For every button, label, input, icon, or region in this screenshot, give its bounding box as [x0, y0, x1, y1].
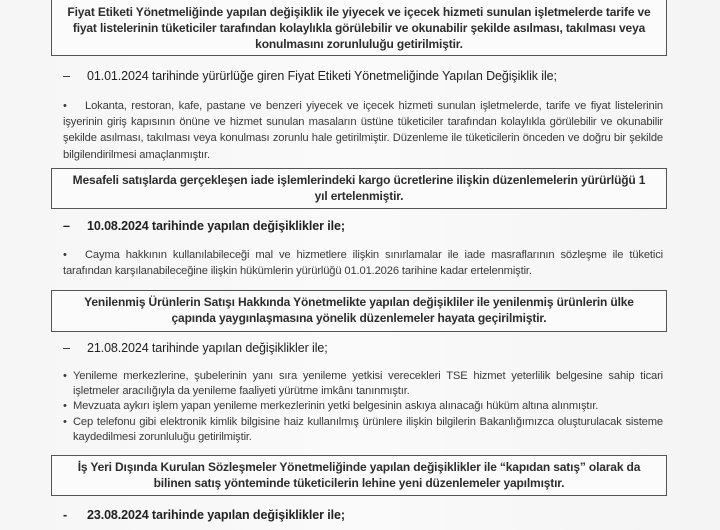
change-heading: [63, 68, 557, 84]
change-heading: [63, 218, 345, 234]
change-heading-text: 23.08.2024 tarihinde yapılan değişiklikler ile;: [87, 508, 345, 522]
summary-box-text: İş Yeri Dışında Kurulan Sözleşmeler Yönetmeliğinde yapılan değişiklikler ile “kapıdan satış” olarak da bilinen satış yönteminde tüketicilerin lehine yeni düzenlemeler yapılmıştır.: [77, 460, 641, 490]
bullet-marker: •: [63, 249, 67, 261]
change-heading: [63, 507, 345, 523]
summary-box-text: Yenilenmiş Ürünlerin Satışı Hakkında Yönetmelikte yapılan değişikliler ile yenilenmiş ürünlerin ülke çapında yaygınlaşmasına yönelik düzenlemeler hayata geçirilmiştir.: [84, 295, 634, 325]
list-item: [63, 369, 663, 399]
bullet-list: [63, 369, 663, 445]
summary-box-doorstep-sales: [51, 455, 667, 496]
summary-box-distance-sales: [51, 168, 667, 209]
list-item: [63, 415, 663, 445]
bullet-text: Lokanta, restoran, kafe, pastane ve benzeri yiyecek ve içecek hizmeti sunulan işletmelerde, tarife ve fiyat listelerinin işyerinin giriş kapısının önüne ve hizmet sunulan masaların üstüne tüketiciler tarafından kolaylıkla görülebilir ve okunabilir şekilde asılması, takılması veya konulması zorunlu hale getirilmiştir. Düzenleme ile tüketicilerin önceden ve doğru bir şekilde bilgilendirilmesi amaçlanmıştır.: [63, 100, 663, 161]
change-heading-text: 21.08.2024 tarihinde yapılan değişiklikler ile;: [87, 341, 328, 355]
bullet-text: Cep telefonu gibi elektronik kimlik bilgisine haiz kullanılmış ürünlere ilişkin bilgilerin Bakanlığımızca oluşturulacak sisteme kaydedilmesi zorunluluğu getirilmiştir.: [73, 415, 663, 443]
change-heading-text: 10.08.2024 tarihinde yapılan değişiklikler ile;: [87, 219, 345, 233]
bullet-marker: •: [63, 100, 67, 112]
bullet-paragraph: [63, 98, 663, 163]
bullet-text: Yenileme merkezlerine, şubelerinin yanı sıra yenileme yetkisi verecekleri TSE hizmet yeterlilik belgesine sahip ticari işletmeler aracılığıyla da yenileme faaliyeti yürütme imkânı tanınmıştır.: [73, 370, 663, 398]
bullet-text: Cayma hakkının kullanılabileceği mal ve hizmetlere ilişkin sınırlamalar ile iade masraflarının sözleşme ile tüketici tarafından karşılanabileceğine ilişkin hükümlerin yürürlüğü 01.01.2026 tarihine kadar ertelenmiştir.: [63, 249, 663, 278]
summary-box-price-tag: [51, 0, 667, 56]
bullet-marker: •: [63, 370, 67, 382]
dash-marker: -: [63, 508, 68, 522]
dash-marker: –: [63, 219, 70, 233]
change-heading: [63, 340, 328, 356]
bullet-marker: •: [63, 415, 67, 428]
bullet-paragraph: [63, 247, 663, 279]
dash-marker: –: [63, 69, 70, 83]
summary-box-refurbished-products: [51, 290, 667, 332]
summary-box-text: Mesafeli satışlarda gerçekleşen iade işlemlerindeki kargo ücretlerine ilişkin düzenlemelerin yürürlüğü 1 yıl ertelenmiştir.: [72, 173, 646, 203]
list-item: [63, 399, 663, 414]
summary-box-text: Fiyat Etiketi Yönetmeliğinde yapılan değişiklik ile yiyecek ve içecek hizmeti sunulan işletmelerde tarife ve fiyat listelerinin tüketiciler tarafından kolaylıkla görülebilir ve okunabilir şekilde asılması, takılması veya konulmasını zorunluluğu getirilmiştir.: [67, 5, 651, 51]
bullet-marker: •: [63, 400, 67, 413]
bullet-text: Mevzuata aykırı işlem yapan yenileme merkezlerinin yetki belgesinin askıya alınacağı hüküm altına alınmıştır.: [73, 400, 599, 413]
dash-marker: –: [63, 341, 70, 355]
change-heading-text: 01.01.2024 tarihinde yürürlüğe giren Fiyat Etiketi Yönetmeliğinde Yapılan Değişiklik ile;: [87, 69, 557, 83]
